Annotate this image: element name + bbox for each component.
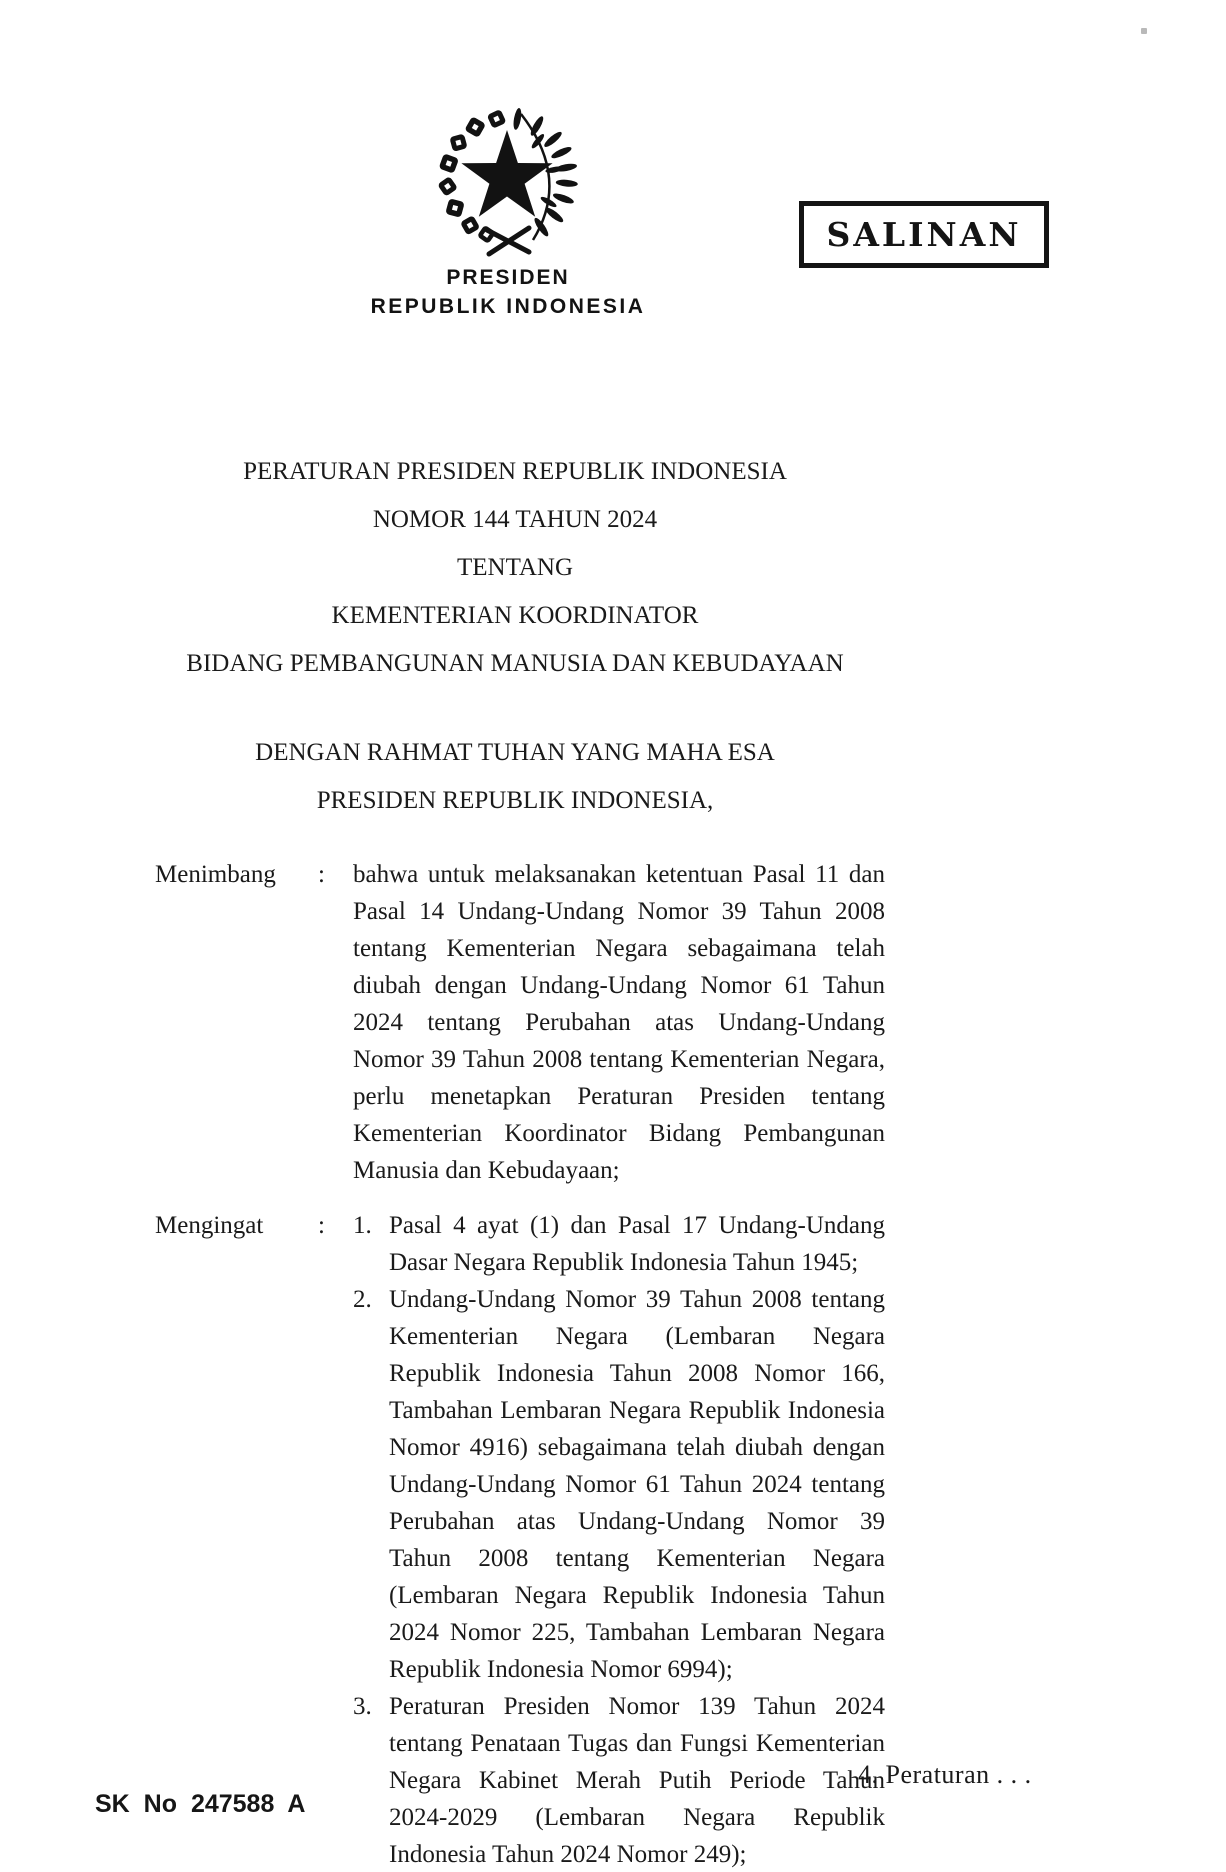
title-line-1: PERATURAN PRESIDEN REPUBLIK INDONESIA (243, 458, 787, 485)
considering-clause (145, 856, 885, 1189)
list-item-text: Undang-Undang Nomor 39 Tahun 2008 tentang Kementerian Negara (Lembaran Negara Republik Indonesia Tahun 2008 Nomor 166, Tambahan Lembaran Negara Republik Indonesia Nomor 4916) sebagaimana telah diubah dengan Undang-Undang Nomor 61 Tahun 2024 tentang Perubahan atas Undang-Undang Nomor 39 Tahun 2008 tentang Kementerian Negara (Lembaran Negara Republik Indonesia Tahun 2024 Nomor 225, Tambahan Lembaran Negara Republik Indonesia Nomor 6994); (389, 1286, 885, 1683)
recalling-list (353, 1207, 885, 1872)
scan-artifact (1141, 28, 1147, 34)
considering-label: Menimbang (155, 861, 276, 888)
regulation-title (145, 448, 885, 688)
title-tentang-line: TENTANG (456, 554, 574, 581)
document-body (145, 856, 885, 1872)
invocation-line-1: DENGAN RAHMAT TUHAN YANG MAHA ESA (255, 739, 775, 766)
star-wreath-emblem-icon (437, 106, 582, 258)
presidential-emblem (437, 106, 582, 258)
list-item (353, 1688, 885, 1872)
sk-control-number: SK No 247588 A (95, 1790, 306, 1818)
recalling-clause (145, 1207, 885, 1872)
title-subject-line-1: KEMENTERIAN KOORDINATOR (331, 602, 699, 629)
salinan-stamp-label: SALINAN (826, 215, 1022, 254)
list-item-text: Pasal 4 ayat (1) dan Pasal 17 Undang-Undang Dasar Negara Republik Indonesia Tahun 1945; (389, 1212, 885, 1276)
letterhead-presiden: PRESIDEN (446, 266, 570, 289)
list-item-number: 1. (353, 1212, 372, 1239)
considering-text: bahwa untuk melaksanakan ketentuan Pasal 11 dan Pasal 14 Undang-Undang Nomor 39 Tahun 2008 tentang Kementerian Negara sebagaimana telah diubah dengan Undang-Undang Nomor 61 Tahun 2024 tentang Perubahan atas Undang-Undang Nomor 39 Tahun 2008 tentang Kementerian Negara, perlu menetapkan Peraturan Presiden tentang Kementerian Koordinator Bidang Pembangunan Manusia dan Kebudayaan; (353, 861, 885, 1184)
list-item-number: 3. (353, 1693, 372, 1720)
title-subject-line-2: BIDANG PEMBANGUNAN MANUSIA DAN KEBUDAYAAN (186, 650, 844, 677)
list-item-text: Peraturan Presiden Nomor 139 Tahun 2024 tentang Penataan Tugas dan Fungsi Kementerian Negara Kabinet Merah Putih Periode Tahun 2024-2029 (Lembaran Negara Republik Indonesia Tahun 2024 Nomor 249); (389, 1693, 885, 1868)
catchword: 4. Peraturan . . . (858, 1760, 1032, 1789)
list-item-number: 2. (353, 1286, 372, 1313)
list-item (353, 1207, 885, 1281)
recalling-label: Mengingat (155, 1212, 264, 1239)
title-number-line: NOMOR 144 TAHUN 2024 (372, 506, 658, 533)
recalling-separator: : (318, 1212, 325, 1239)
letterhead-republik-indonesia: REPUBLIK INDONESIA (370, 295, 646, 318)
salinan-stamp (799, 201, 1049, 268)
invocation-line-2: PRESIDEN REPUBLIK INDONESIA, (316, 787, 714, 814)
letterhead (145, 266, 871, 319)
considering-separator: : (318, 861, 325, 888)
list-item (353, 1281, 885, 1688)
invocation (145, 729, 885, 825)
